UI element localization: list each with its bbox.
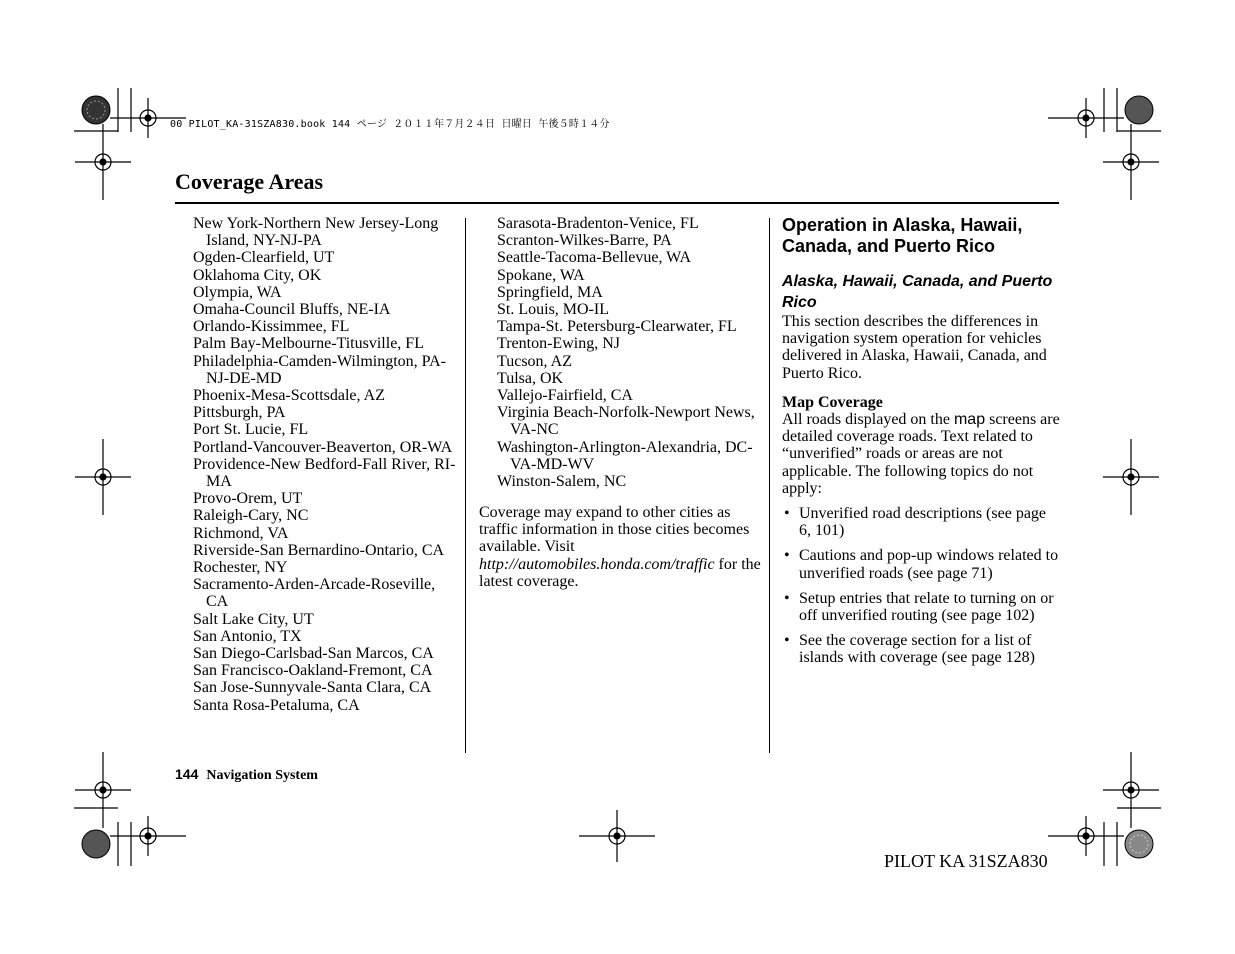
- city-list-item: Winston-Salem, NC: [497, 473, 627, 491]
- city-list-item: Washington-Arlington-Alexandria, DC-VA-MD-WV: [497, 438, 753, 473]
- city-list-item: Tampa-St. Petersburg-Clearwater, FL: [497, 318, 737, 336]
- city-list-column-1: [193, 215, 461, 714]
- city-list-item: Tulsa, OK: [497, 369, 564, 387]
- city-list-item: San Francisco-Oakland-Fremont, CA: [193, 662, 433, 680]
- city-list-item: San Diego-Carlsbad-San Marcos, CA: [193, 645, 434, 663]
- not-applicable-list: [782, 505, 1060, 667]
- bullet-item: • Unverified road descriptions (see page 6, 101): [782, 505, 1060, 539]
- city-list-item: Ogden-Clearfield, UT: [193, 249, 335, 267]
- page-title: Coverage Areas: [175, 169, 324, 194]
- page-number: 144: [175, 766, 199, 782]
- city-list-item: Palm Bay-Melbourne-Titusville, FL: [193, 335, 424, 353]
- city-list-item: Provo-Orem, UT: [193, 490, 303, 508]
- city-list-item: San Antonio, TX: [193, 627, 302, 645]
- footer-label: Navigation System: [206, 768, 318, 783]
- coverage-note-text: for the latest coverage.: [479, 555, 761, 590]
- city-list-item: Salt Lake City, UT: [193, 610, 314, 628]
- city-list-item: Sarasota-Bradenton-Venice, FL: [497, 215, 699, 232]
- city-list-item: Trenton-Ewing, NJ: [497, 335, 620, 353]
- city-list-item: Phoenix-Mesa-Scottsdale, AZ: [193, 387, 385, 405]
- operation-section: [782, 215, 1060, 675]
- operation-subheading: Alaska, Hawaii, Canada, and Puerto Rico: [782, 273, 1053, 311]
- city-list-item: Santa Rosa-Petaluma, CA: [193, 696, 360, 714]
- city-list-item: St. Louis, MO-IL: [497, 301, 609, 319]
- coverage-note: [479, 504, 761, 590]
- traffic-url-link[interactable]: http://automobiles.honda.com/traffic: [479, 555, 715, 573]
- city-list-item: Omaha-Council Bluffs, NE-IA: [193, 301, 391, 319]
- city-list-item: Providence-New Bedford-Fall River, RI-MA: [193, 455, 456, 491]
- bullet-item: • Cautions and pop-up windows related to unverified roads (see page 71): [782, 547, 1060, 581]
- title-rule: [175, 202, 1059, 204]
- city-list-item: Vallejo-Fairfield, CA: [497, 387, 633, 405]
- city-list-item: Virginia Beach-Norfolk-Newport News, VA-NC: [497, 404, 755, 439]
- city-list-item: Seattle-Tacoma-Bellevue, WA: [497, 249, 692, 267]
- bullet-item: • Setup entries that relate to turning on or off unverified routing (see page 102): [782, 590, 1060, 624]
- city-list-column-2: [497, 215, 765, 490]
- city-list-item: Tucson, AZ: [497, 352, 572, 370]
- city-list-item: Rochester, NY: [193, 559, 288, 577]
- document-code: PILOT KA 31SZA830: [884, 851, 1048, 871]
- city-list-item: Orlando-Kissimmee, FL: [193, 318, 350, 336]
- city-list-item: Riverside-San Bernardino-Ontario, CA: [193, 541, 445, 559]
- city-list-item: Scranton-Wilkes-Barre, PA: [497, 232, 672, 250]
- print-header: 00 PILOT_KA-31SZA830.book 144 ページ ２０１１年７月２４日 日曜日 午後５時１４分: [170, 119, 610, 130]
- page-footer: [175, 766, 318, 784]
- city-list-item: Pittsburgh, PA: [193, 404, 286, 422]
- city-list-item: Spokane, WA: [497, 266, 585, 284]
- column-divider: [769, 218, 770, 753]
- city-list-item: Oklahoma City, OK: [193, 266, 322, 284]
- city-list-item: Richmond, VA: [193, 524, 289, 542]
- city-list-item: Raleigh-Cary, NC: [193, 507, 309, 525]
- city-list-item: Olympia, WA: [193, 283, 282, 301]
- city-list-item: Portland-Vancouver-Beaverton, OR-WA: [193, 438, 453, 456]
- operation-heading: Operation in Alaska, Hawaii, Canada, and Puerto Rico: [782, 215, 1023, 256]
- operation-intro: This section describes the differences in navigation system operation for vehicles delivered in Alaska, Hawaii, Canada, and Puerto Rico.: [782, 313, 1047, 382]
- map-screen-word: map: [953, 411, 986, 429]
- map-coverage-heading: Map Coverage: [782, 393, 883, 411]
- coverage-note-text: Coverage may expand to other cities as traffic information in those cities becomes available. Visit: [479, 504, 750, 556]
- column-divider: [465, 218, 466, 753]
- map-coverage-text: All roads displayed on the map screens are detailed coverage roads. Text related to “unverified” roads or areas are not applicable. The following topics do not apply:: [782, 411, 1060, 497]
- city-list-item: San Jose-Sunnyvale-Santa Clara, CA: [193, 679, 432, 697]
- city-list-item: Springfield, MA: [497, 283, 603, 301]
- city-list-item: Port St. Lucie, FL: [193, 421, 309, 439]
- bullet-item: • See the coverage section for a list of islands with coverage (see page 128): [782, 632, 1060, 666]
- city-list-item: Sacramento-Arden-Arcade-Roseville, CA: [193, 576, 436, 611]
- city-list-item: Philadelphia-Camden-Wilmington, PA-NJ-DE-MD: [193, 352, 446, 387]
- city-list-item: New York-Northern New Jersey-Long Island, NY-NJ-PA: [193, 215, 439, 250]
